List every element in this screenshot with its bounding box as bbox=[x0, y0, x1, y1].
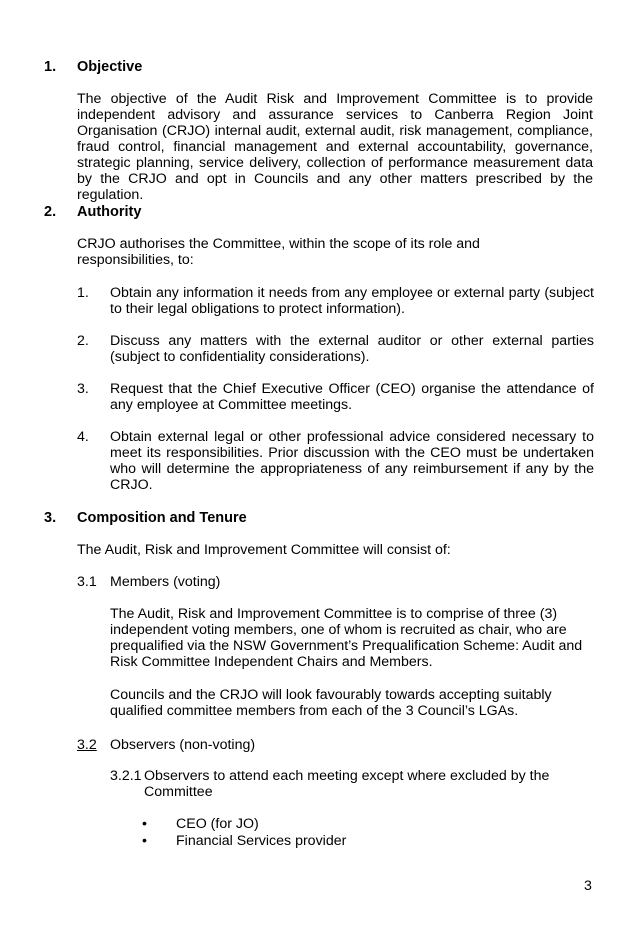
authority-item-3-text: Request that the Chief Executive Officer (CEO) organise the attendance of any employee at Committee meetings. bbox=[110, 381, 594, 413]
authority-item-2-number: 2. bbox=[77, 333, 89, 349]
authority-intro: CRJO authorises the Committee, within the scope of its role and responsibilities, to: bbox=[77, 236, 480, 268]
observer-item-2: Financial Services provider bbox=[176, 833, 347, 849]
authority-item-1-number: 1. bbox=[77, 285, 89, 301]
section-2-number: 2. bbox=[44, 204, 57, 220]
section-1-heading: Objective bbox=[77, 59, 143, 75]
observer-item-1: CEO (for JO) bbox=[176, 816, 259, 832]
authority-item-4-text: Obtain external legal or other professional advice considered necessary to meet its responsibilities. Prior discussion with the CEO must be undertaken who will determine the appropriateness of any reimbursement if any by the CRJO. bbox=[110, 429, 594, 493]
subsection-3-2-number: 3.2 bbox=[77, 737, 97, 753]
subsection-3-2-1-line-1: Observers to attend each meeting except where excluded by the bbox=[144, 768, 550, 784]
authority-item-1-text: Obtain any information it needs from any employee or external party (subject to their legal obligations to protect information). bbox=[110, 285, 594, 317]
subsection-3-1-title: Members (voting) bbox=[110, 574, 221, 590]
authority-item-2-text: Discuss any matters with the external auditor or other external parties (subject to confidentiality considerations). bbox=[110, 333, 594, 365]
bullet-icon: • bbox=[142, 833, 147, 849]
members-paragraph-1: The Audit, Risk and Improvement Committee is to comprise of three (3) independent voting members, one of whom is recruited as chair, who are prequalified via the NSW Government’s Prequalification Scheme: Audit and Risk Committee Independent Chairs and Members. bbox=[110, 606, 583, 670]
bullet-icon: • bbox=[142, 816, 147, 832]
subsection-3-2-1-number: 3.2.1 bbox=[110, 768, 142, 784]
authority-item-4-number: 4. bbox=[77, 429, 89, 445]
subsection-3-2-1-line-2: Committee bbox=[144, 784, 213, 800]
section-3-number: 3. bbox=[44, 510, 57, 526]
authority-item-3-number: 3. bbox=[77, 381, 89, 397]
section-2-heading: Authority bbox=[77, 204, 142, 220]
section-1-number: 1. bbox=[44, 59, 57, 75]
subsection-3-2-title: Observers (non-voting) bbox=[110, 737, 256, 753]
section-3-heading: Composition and Tenure bbox=[77, 510, 247, 526]
page-number: 3 bbox=[584, 878, 592, 894]
objective-paragraph: The objective of the Audit Risk and Improvement Committee is to provide independent advisory and assurance services to Canberra Region Joint Organisation (CRJO) internal audit, external audit, risk management, compliance, fraud control, financial management and external accountability, governance, strategic planning, service delivery, collection of performance measurement data by the CRJO and opt in Councils and any other matters prescribed by the regulation. bbox=[77, 91, 593, 203]
subsection-3-1-number: 3.1 bbox=[77, 574, 97, 590]
composition-intro: The Audit, Risk and Improvement Committee will consist of: bbox=[77, 542, 451, 558]
members-paragraph-2: Councils and the CRJO will look favourably towards accepting suitably qualified committee members from each of the 3 Council’s LGAs. bbox=[110, 687, 552, 719]
